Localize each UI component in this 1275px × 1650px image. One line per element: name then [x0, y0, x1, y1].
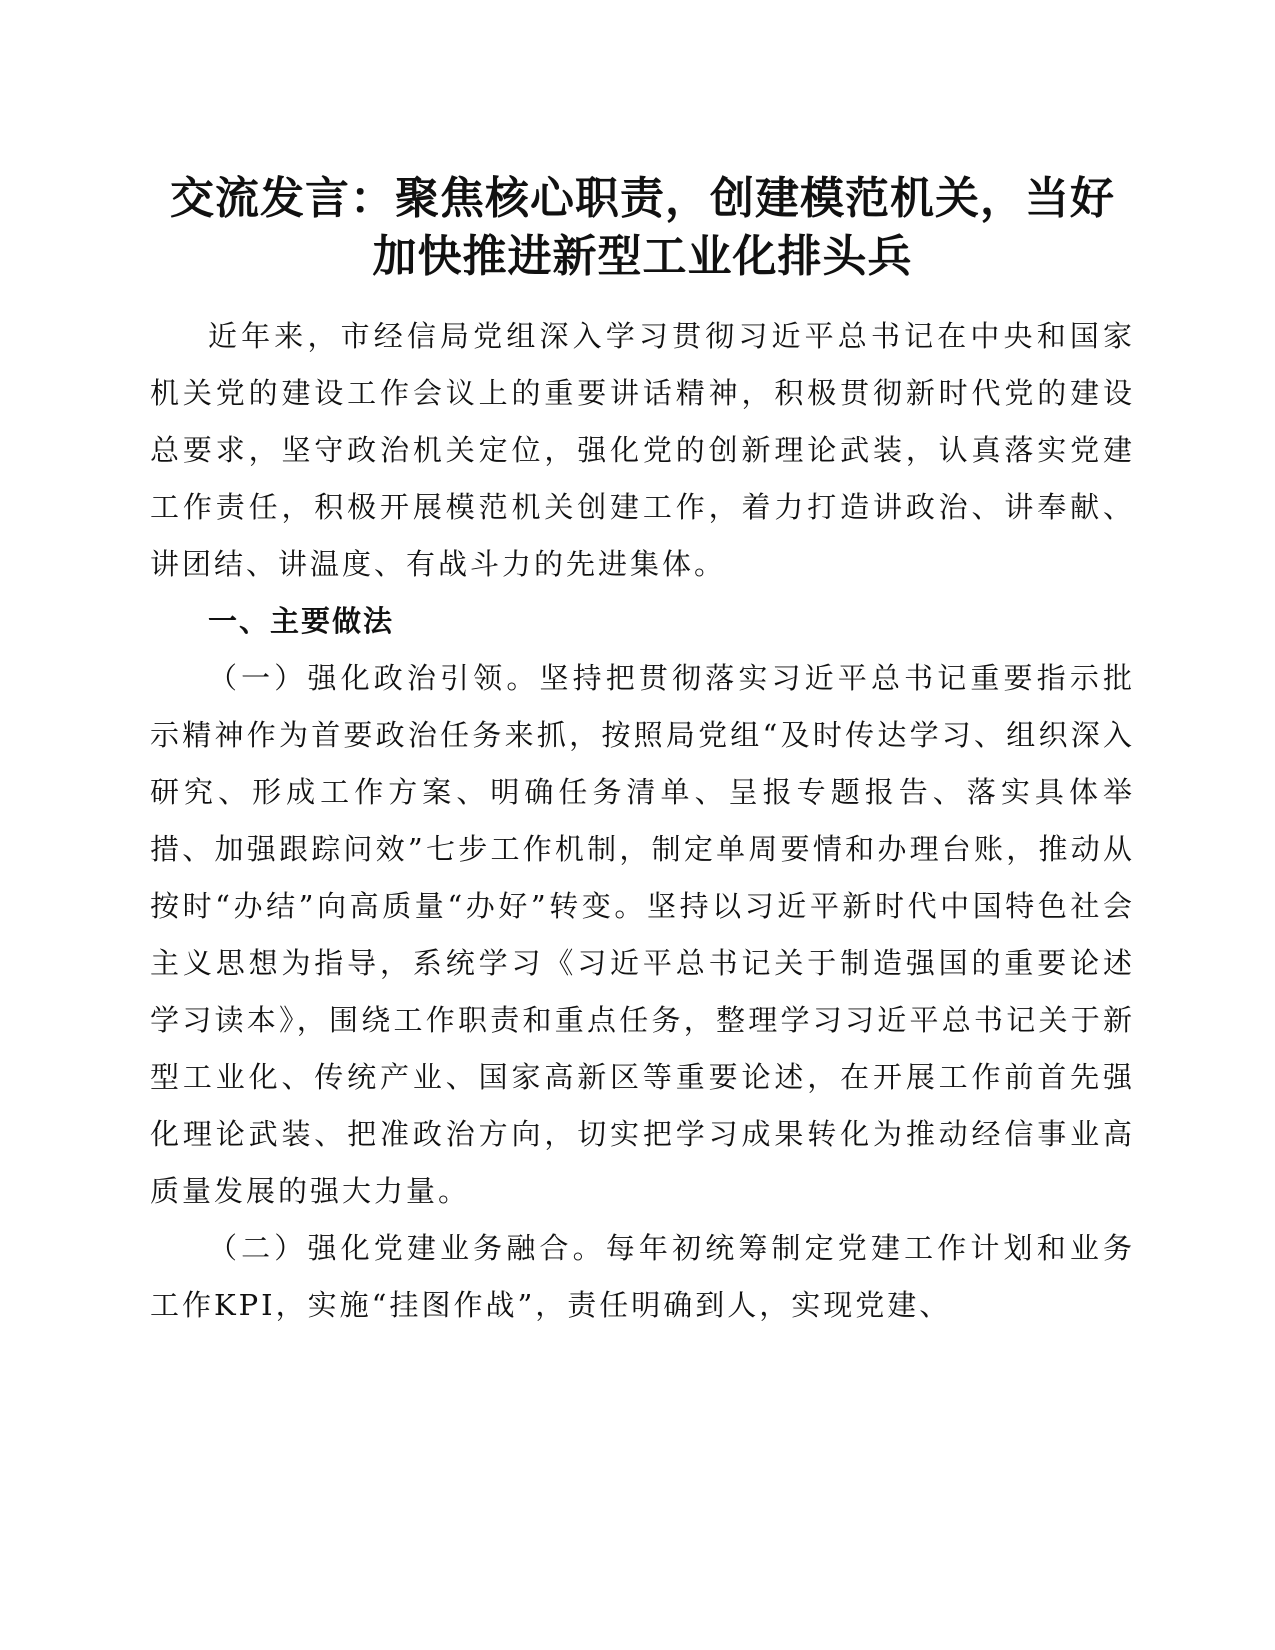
- section-heading-main-practices: 一、主要做法: [208, 604, 395, 638]
- document-title: 交流发言：聚焦核心职责，创建模范机关，当好加快推进新型工业化排头兵: [170, 173, 1115, 282]
- document-page: [150, 170, 1135, 1334]
- intro-paragraph: 近年来，市经信局党组深入学习贯彻习近平总书记在中央和国家机关党的建设工作会议上的重要讲话精神，积极贯彻新时代党的建设总要求，坚守政治机关定位，强化党的创新理论武装，认真落实党建工作责任，积极开展模范机关创建工作，着力打造讲政治、讲奉献、讲团结、讲温度、有战斗力的先进集体。: [150, 319, 1135, 581]
- paragraph-party-business-integration: （二）强化党建业务融合。每年初统筹制定党建工作计划和业务工作KPI，实施“挂图作战”，责任明确到人，实现党建、: [150, 1231, 1135, 1322]
- paragraph-political-guidance: （一）强化政治引领。坚持把贯彻落实习近平总书记重要指示批示精神作为首要政治任务来抓，按照局党组“及时传达学习、组织深入研究、形成工作方案、明确任务清单、呈报专题报告、落实具体举措、加强跟踪问效”七步工作机制，制定单周要情和办理台账，推动从按时“办结”向高质量“办好”转变。坚持以习近平新时代中国特色社会主义思想为指导，系统学习《习近平总书记关于制造强国的重要论述学习读本》，围绕工作职责和重点任务，整理学习习近平总书记关于新型工业化、传统产业、国家高新区等重要论述，在开展工作前首先强化理论武装、把准政治方向，切实把学习成果转化为推动经信事业高质量发展的强大力量。: [150, 661, 1135, 1208]
